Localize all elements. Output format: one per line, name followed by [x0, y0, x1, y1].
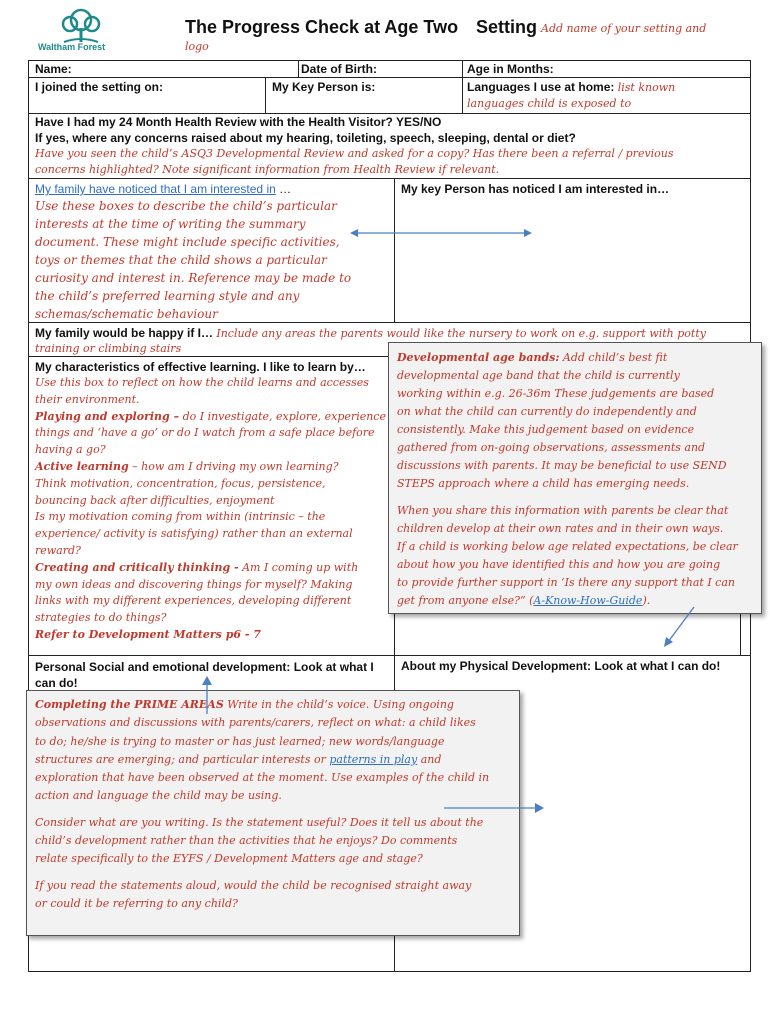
- family-interest-label: My family have noticed that I am interested in …: [35, 182, 292, 196]
- key-person-interest-label: My key Person has noticed I am interested in…: [401, 182, 670, 196]
- characteristics-hint: Use this box to reflect on how the child learns and accesses their environment. Playing and exploring – do I investigate, explore, experience things and ‘have a go’ or do I watch from a safe place before having a go? Active learning – how am I driving my own learning? Think motivation, concentration, focus, persistence, bouncing back after difficulties, enjoyment Is my motivation coming from within (intrinsic – the experience/ activity is satisfying) rather than an external reward? Creating and critically thinking - Am I coming up with my own ideas and discovering things for myself? Making links with my different experiences, developing different strategies to do things? Refer to Development Matters p6 - 7: [35, 375, 386, 644]
- dob-label: Date of Birth:: [301, 62, 377, 76]
- arrow-down-left-icon: [660, 604, 698, 648]
- tree-logo-icon: [36, 6, 126, 46]
- logo-text: Waltham Forest: [38, 42, 106, 52]
- setting-hint-2: logo: [185, 40, 209, 53]
- health-hint-2: concerns highlighted? Note significant information from Health Review if relevant.: [35, 163, 500, 176]
- setting-label: Setting: [476, 17, 537, 37]
- family-happy-row: [35, 326, 706, 340]
- family-happy-hint-2: training or climbing stairs: [35, 342, 182, 355]
- prime-areas-heading: Completing the PRIME AREAS: [35, 698, 224, 711]
- age-label: Age in Months:: [467, 62, 554, 76]
- active-learning-heading: Active learning: [35, 459, 129, 473]
- patterns-in-play-link[interactable]: patterns in play: [329, 752, 418, 766]
- age-bands-heading: Developmental age bands:: [397, 351, 560, 364]
- playing-exploring-heading: Playing and exploring –: [35, 409, 180, 423]
- physical-label: About my Physical Development: Look at what I can do!: [401, 659, 721, 673]
- page-title: The Progress Check at Age Two: [185, 17, 459, 37]
- interests-hint: Use these boxes to describe the child’s particular interests at the time of writing the summary document. These might include specific activities, toys or themes that the child shows a particular curiosity and interest in. Reference may be made to the child’s preferred learning style and any schemas/schematic behaviour: [35, 199, 352, 321]
- family-happy-hint: Include any areas the parents would like the nursery to work on e.g. support with potty: [216, 327, 706, 340]
- personal-social-label: Personal Social and emotional development: Look at what I can do!: [35, 660, 374, 690]
- arrow-up-icon: [200, 676, 214, 716]
- refer-development-matters: Refer to Development Matters p6 - 7: [35, 627, 261, 641]
- arrow-right-icon: [444, 802, 544, 814]
- languages-field: [467, 80, 675, 94]
- languages-label: Languages I use at home:: [467, 80, 615, 94]
- name-label: Name:: [35, 62, 72, 76]
- languages-hint: list known: [617, 81, 676, 94]
- prime-areas-note: Completing the PRIME AREAS Write in the child’s voice. Using ongoing observations and discussions with parents/carers, reflect on what: a child likes to do; he/she is trying to master or has just learned; new words/language structures are emerging; and particular interests or patterns in play and exploration that have been observed at the moment. Use examples of the child in action and language the child may be using. Consider what are you writing. Is the statement useful? Does it tell us about the child’s development rather than the activities that he enjoys? Do comments relate specifically to the EYFS / Development Matters age and stage? If you read the statements aloud, would the child be recognised straight away or could it be referring to any child?: [26, 690, 520, 936]
- health-hint-1: Have you seen the child’s ASQ3 Developmental Review and asked for a copy? Has there been a referral / previous: [35, 147, 674, 160]
- logo: [36, 6, 126, 54]
- key-person-label: My Key Person is:: [272, 80, 376, 94]
- health-question-1: Have I had my 24 Month Health Review with the Health Visitor? YES/NO: [35, 115, 442, 129]
- double-arrow-icon: [350, 226, 532, 240]
- family-interest-link[interactable]: My family have noticed that I am interested in: [35, 182, 276, 196]
- joined-label: I joined the setting on:: [35, 80, 163, 94]
- health-question-2: If yes, where any concerns raised about my hearing, toileting, speech, sleeping, dental or diet?: [35, 131, 576, 145]
- characteristics-label: My characteristics of effective learning. I like to learn by…: [35, 360, 366, 374]
- age-bands-note: Developmental age bands: Add child’s best fit developmental age band that the child is currently working within e.g. 26-36m These judgements are based on what the child can currently do independently and consistently. Make this judgement based on evidence gathered from on-going observations, assessments and discussions with parents. It may be beneficial to use SEND STEPS approach where a child has emerging needs. When you share this information with parents be clear that children develop at their own rates and in their own ways. If a child is working below age related expectations, be clear about how you have identified this and how you are going to provide further support in ‘Is there any support that I can get from anyone else?” (A-Know-How-Guide).: [388, 342, 762, 614]
- know-how-guide-link[interactable]: A-Know-How-Guide: [533, 594, 643, 607]
- family-happy-label: My family would be happy if I…: [35, 326, 214, 340]
- languages-hint-2: languages child is exposed to: [467, 97, 632, 110]
- setting-hint: Add name of your setting and: [541, 22, 707, 35]
- creating-thinking-heading: Creating and critically thinking -: [35, 560, 239, 574]
